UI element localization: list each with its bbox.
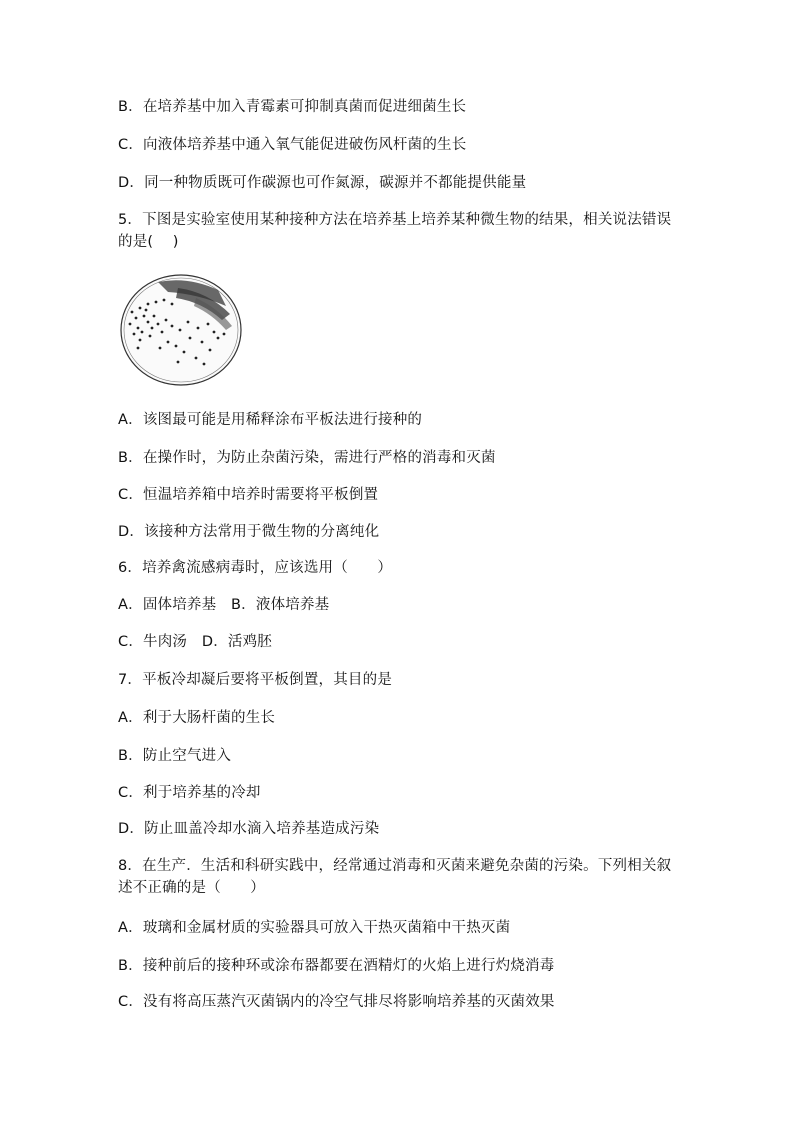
colony-dot (159, 347, 162, 350)
q5-option-c: C．恒温培养箱中培养时需要将平板倒置 (118, 487, 379, 503)
colony-dot (161, 331, 164, 334)
q7-option-a: A．利于大肠杆菌的生长 (118, 710, 276, 726)
q7-stem: 7．平板冷却凝后要将平板倒置，其目的是 (118, 672, 393, 688)
colony-dot (207, 323, 210, 326)
colony-dot (183, 351, 186, 354)
colony-dot (143, 315, 146, 318)
colony-dot (223, 333, 226, 336)
colony-dot (139, 339, 142, 342)
q7-option-c: C．利于培养基的冷却 (118, 785, 261, 801)
colony-dot (145, 309, 148, 312)
colony-dot (153, 315, 156, 318)
colony-dot (133, 333, 136, 336)
colony-dot (151, 327, 154, 330)
colony-dot (179, 329, 182, 332)
colony-dot (209, 349, 212, 352)
colony-dot (155, 301, 158, 304)
colony-dot (131, 311, 134, 314)
q8-option-b: B．接种前后的接种环或涂布器都要在酒精灯的火焰上进行灼烧消毒 (118, 958, 555, 974)
colony-dot (157, 323, 160, 326)
colony-dot (137, 347, 140, 350)
colony-dot (147, 303, 150, 306)
colony-dot (187, 321, 190, 324)
q6-stem: 6．培养禽流感病毒时，应该选用（ ） (118, 560, 393, 576)
colony-dot (137, 327, 140, 330)
colony-dot (197, 327, 200, 330)
colony-dot (135, 317, 138, 320)
q4-option-c: C．向液体培养基中通入氧气能促进破伤风杆菌的生长 (118, 137, 467, 153)
q5-stem: 5．下图是实验室使用某种接种方法在培养基上培养某种微生物的结果，相关说法错误的是( ) (118, 212, 672, 250)
q5-option-b: B．在操作时，为防止杂菌污染，需进行严格的消毒和灭菌 (118, 450, 496, 466)
q5-option-d: D．该接种方法常用于微生物的分离纯化 (118, 524, 380, 540)
colony-dot (213, 331, 216, 334)
colony-dot (141, 331, 144, 334)
colony-dot (177, 361, 180, 364)
q6-options-ab: A．固体培养基 B．液体培养基 (118, 597, 330, 613)
q6-options-cd: C．牛肉汤 D．活鸡胚 (118, 634, 272, 650)
colony-dot (149, 335, 152, 338)
petri-dish-image (118, 272, 244, 388)
colony-dot (195, 357, 198, 360)
colony-dot (163, 299, 166, 302)
q8-stem: 8．在生产．生活和科研实践中，经常通过消毒和灭菌来避免杂菌的污染。下列相关叙述不正确的是（ ） (118, 858, 672, 896)
q5-option-a: A．该图最可能是用稀释涂布平板法进行接种的 (118, 412, 423, 428)
colony-dot (147, 321, 150, 324)
colony-dot (217, 337, 220, 340)
colony-dot (167, 341, 170, 344)
colony-dot (203, 363, 206, 366)
colony-dot (171, 303, 174, 306)
colony-dot (171, 325, 174, 328)
q4-option-b: B．在培养基中加入青霉素可抑制真菌而促进细菌生长 (118, 99, 467, 115)
q7-option-b: B．防止空气进入 (118, 748, 232, 764)
colony-dot (129, 323, 132, 326)
q8-option-a: A．玻璃和金属材质的实验器具可放入干热灭菌箱中干热灭菌 (118, 920, 511, 936)
colony-dot (139, 307, 142, 310)
colony-dot (175, 345, 178, 348)
colony-dot (201, 341, 204, 344)
q4-option-d: D．同一种物质既可作碳源也可作氮源，碳源并不都能提供能量 (118, 175, 527, 191)
colony-dot (165, 319, 168, 322)
q7-option-d: D．防止皿盖冷却水滴入培养基造成污染 (118, 821, 380, 837)
q8-option-c: C．没有将高压蒸汽灭菌锅内的冷空气排尽将影响培养基的灭菌效果 (118, 994, 555, 1010)
colony-dot (189, 337, 192, 340)
